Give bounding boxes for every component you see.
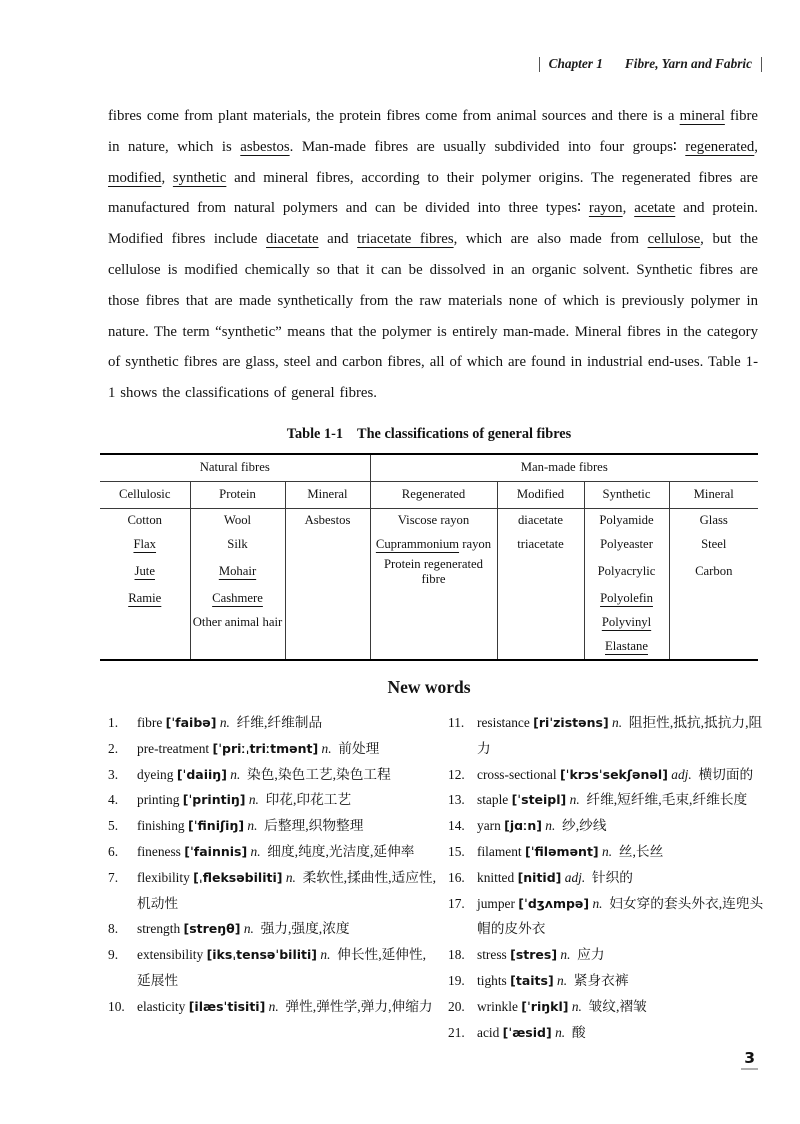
word-phonetic: [ˈfiləmənt]	[524, 843, 599, 859]
word-pos: n.	[602, 843, 613, 859]
underlined-term: Mohair	[218, 564, 257, 579]
word-pos: n.	[321, 740, 332, 756]
word-text	[477, 839, 770, 865]
word-text	[477, 968, 770, 994]
word-phonetic: [stres]	[510, 947, 558, 963]
text-run: Glass	[699, 513, 728, 528]
table-cell	[669, 611, 758, 635]
text-run: rayon	[459, 537, 492, 552]
word-pos: n.	[592, 895, 603, 911]
word-pos: n.	[250, 843, 261, 859]
word-phonetic: [ˈdaiiŋ]	[176, 766, 227, 782]
underlined-term: triacetate fibres	[357, 231, 454, 248]
word-pos: n.	[285, 869, 296, 885]
word-term: printing	[137, 792, 180, 808]
table-title	[100, 426, 758, 443]
word-number: 7.	[108, 869, 119, 885]
table-cell	[370, 533, 497, 557]
word-number: 17.	[448, 895, 465, 911]
text-run: Polyacrylic	[597, 564, 656, 579]
table-cell	[497, 587, 584, 611]
word-phonetic: [ˈæsid]	[502, 1024, 552, 1040]
word-pos: adj.	[671, 766, 692, 782]
table-cell	[100, 635, 190, 660]
underlined-term: Flax	[133, 537, 157, 552]
underlined-term: Polyvinyl	[601, 615, 652, 630]
word-term: acid	[477, 1024, 500, 1040]
word-entry	[448, 787, 770, 813]
word-meaning: 妇女穿的套头外衣,连兜头帽的皮外衣	[477, 895, 764, 937]
word-entry	[448, 710, 770, 762]
table-cell	[584, 635, 669, 660]
header-rule-right	[761, 57, 762, 72]
word-text	[137, 787, 438, 813]
underlined-term: acetate	[634, 200, 676, 217]
underlined-term: diacetate	[266, 231, 319, 248]
text-run: ,	[161, 169, 173, 186]
word-number: 12.	[448, 766, 465, 782]
word-term: finishing	[137, 818, 185, 834]
table-cell	[285, 635, 370, 660]
word-phonetic: [nitid]	[517, 869, 562, 885]
column-header-cell: Regenerated	[370, 481, 497, 508]
underlined-term: Polyolefin	[600, 591, 653, 606]
word-text	[137, 839, 438, 865]
word-phonetic: [ˈkrɔsˈsekʃənəl]	[559, 766, 668, 782]
word-phonetic: [taits]	[510, 972, 554, 988]
word-term: wrinkle	[477, 998, 518, 1014]
word-pos: n.	[248, 792, 259, 808]
word-number: 6.	[108, 843, 119, 859]
word-pos: n.	[571, 998, 582, 1014]
word-phonetic: [ˌfleksəbiliti]	[193, 869, 283, 885]
underlined-term: cellulose	[647, 231, 701, 248]
word-phonetic: [ˈfaibə]	[165, 714, 217, 730]
table-cell	[584, 611, 669, 635]
column-header-cell: Protein	[190, 481, 285, 508]
text-run: , but the cellulose is modified chemically so that it can be dissolved in an organic solvent. Synthetic fibres are those fibres that are made synthetically from the raw materials none of which is previously polymer in nature. The term “synthetic” means that the polymer is entirely man-made. Mineral fibres in the category of synthetic fibres are glass, steel and carbon fibres, all of which are found in industrial end-uses. Table 1-1 shows the classifications of general fibres.	[108, 231, 758, 402]
table-cell	[497, 508, 584, 533]
chapter-title: Fibre, Yarn and Fabric	[624, 56, 752, 71]
column-header-cell: Mineral	[669, 481, 758, 508]
text-run: ,	[622, 200, 635, 217]
word-text	[477, 813, 770, 839]
underlined-term: Ramie	[128, 591, 162, 606]
word-term: fibre	[137, 714, 163, 730]
word-number: 13.	[448, 792, 465, 808]
text-run: Polyamide	[599, 513, 654, 528]
word-phonetic: [ˈprintiŋ]	[182, 792, 246, 808]
table-cell	[497, 611, 584, 635]
table-row	[100, 587, 758, 611]
word-term: staple	[477, 792, 509, 808]
table-title-text: The classifications of general fibres	[357, 425, 572, 442]
fibre-classification-table	[100, 453, 758, 661]
body-paragraph	[108, 101, 758, 409]
word-meaning: 强力,强度,浓度	[260, 921, 350, 937]
column-header-cell: Synthetic	[584, 481, 669, 508]
table-row	[100, 508, 758, 533]
word-entry	[108, 813, 438, 839]
table-title-label: Table 1-1	[286, 425, 344, 442]
word-entry	[108, 865, 438, 917]
new-words-column-right	[448, 710, 770, 1045]
text-run: Other animal hair	[192, 615, 283, 630]
word-text	[477, 891, 770, 943]
word-meaning: 应力	[577, 947, 605, 963]
word-text	[137, 813, 438, 839]
word-phonetic: [streŋθ]	[183, 921, 241, 937]
underlined-term: asbestos	[240, 138, 290, 155]
word-entry	[108, 839, 438, 865]
word-entry	[108, 994, 438, 1020]
underlined-term: regenerated	[685, 138, 755, 155]
table-cell	[190, 557, 285, 587]
word-meaning: 染色,染色工艺,染色工程	[247, 766, 391, 782]
word-meaning: 针织的	[591, 869, 633, 885]
table-cell	[370, 557, 497, 587]
word-text	[137, 762, 438, 788]
text-run: Viscose rayon	[397, 513, 470, 528]
table-cell	[497, 557, 584, 587]
table-row	[100, 557, 758, 587]
text-run: Wool	[223, 513, 252, 528]
word-term: resistance	[477, 714, 530, 730]
text-run: and protein. Modified fibres include	[108, 200, 758, 248]
underlined-term: Cashmere	[212, 591, 263, 606]
word-term: tights	[477, 972, 507, 988]
word-entry	[448, 1020, 770, 1046]
word-number: 11.	[448, 714, 465, 730]
word-phonetic: [ˈsteipl]	[511, 792, 567, 808]
column-header-cell: Cellulosic	[100, 481, 190, 508]
word-text	[477, 787, 770, 813]
word-pos: n.	[560, 947, 571, 963]
word-number: 1.	[108, 714, 119, 730]
word-pos: n.	[612, 714, 623, 730]
word-term: cross-sectional	[477, 766, 557, 782]
word-entry	[108, 942, 438, 994]
new-words-column-left	[108, 710, 438, 1045]
underlined-term: modified	[108, 169, 162, 186]
underlined-term: Jute	[134, 564, 155, 579]
word-text	[137, 710, 438, 736]
table-cell	[584, 533, 669, 557]
table-cell	[100, 508, 190, 533]
word-number: 5.	[108, 818, 119, 834]
word-meaning: 酸	[571, 1024, 586, 1040]
word-number: 8.	[108, 921, 119, 937]
table-cell	[584, 508, 669, 533]
table-cell	[497, 635, 584, 660]
word-meaning: 紧身衣裤	[573, 972, 629, 988]
text-run: Protein regenerated fibre	[384, 556, 483, 586]
word-text	[477, 762, 770, 788]
word-entry	[448, 942, 770, 968]
word-number: 10.	[108, 998, 125, 1014]
word-number: 3.	[108, 766, 119, 782]
word-pos: n.	[569, 792, 580, 808]
table-body	[100, 508, 758, 660]
word-phonetic: [ilæsˈtisiti]	[188, 998, 266, 1014]
table-cell	[190, 533, 285, 557]
word-text	[137, 865, 438, 917]
text-run: . Man-made fibres are usually subdivided into four groups∶	[289, 138, 686, 155]
word-pos: n.	[320, 947, 331, 963]
word-phonetic: [ˈpriːˌtriːtmənt]	[212, 740, 319, 756]
word-number: 16.	[448, 869, 465, 885]
word-entry	[448, 891, 770, 943]
text-run: fibre in nature, which is	[108, 108, 758, 155]
word-pos: n.	[268, 998, 279, 1014]
text-run: , which are also made from	[453, 231, 648, 248]
word-term: knitted	[477, 869, 515, 885]
table-cell	[100, 587, 190, 611]
word-meaning: 纱,纱线	[562, 818, 607, 834]
table-cell	[669, 635, 758, 660]
text-run: Polyeaster	[600, 537, 653, 552]
underlined-term: Elastane	[605, 639, 648, 654]
table-row	[100, 611, 758, 635]
word-entry	[448, 968, 770, 994]
underlined-term: synthetic	[172, 169, 227, 186]
table-cell	[190, 587, 285, 611]
word-term: pre-treatment	[137, 740, 210, 756]
table-cell	[285, 508, 370, 533]
word-meaning: 纤维,短纤维,毛束,纤维长度	[586, 792, 748, 808]
group-header-cell: Natural fibres	[100, 454, 370, 482]
chapter-label: Chapter 1	[548, 56, 603, 71]
table-row	[100, 635, 758, 660]
word-phonetic: [ˈfainnis]	[184, 843, 248, 859]
word-meaning: 阻拒性,抵抗,抵抗力,阻力	[477, 714, 763, 756]
word-phonetic: [ˈdʒʌmpə]	[518, 895, 590, 911]
text-run: Carbon	[695, 564, 733, 579]
text-run: Silk	[227, 537, 248, 552]
word-pos: n.	[243, 921, 254, 937]
word-term: extensibility	[137, 947, 204, 963]
word-pos: n.	[555, 1024, 566, 1040]
word-number: 20.	[448, 998, 465, 1014]
word-phonetic: [ˈriŋkl]	[521, 998, 569, 1014]
page-number: 3	[741, 1049, 758, 1070]
underlined-term: Cuprammonium	[375, 537, 460, 552]
word-meaning: 后整理,织物整理	[264, 818, 364, 834]
text-run: fibres come from plant materials, the protein fibres come from animal sources and there is a	[108, 108, 680, 124]
underlined-term: mineral	[679, 108, 725, 124]
word-pos: n.	[545, 818, 556, 834]
table-cell	[669, 508, 758, 533]
word-meaning: 皱纹,褶皱	[588, 998, 647, 1014]
chapter-header	[0, 0, 762, 72]
word-phonetic: [riˈzistəns]	[533, 714, 609, 730]
word-entry	[448, 865, 770, 891]
word-pos: n.	[230, 766, 241, 782]
word-text	[477, 710, 770, 762]
word-meaning: 伸长性,延伸性,延展性	[137, 947, 427, 988]
word-phonetic: [iksˌtensəˈbiliti]	[206, 947, 318, 963]
table-cell	[190, 611, 285, 635]
word-term: filament	[477, 843, 522, 859]
table-cell	[285, 611, 370, 635]
table-cell	[669, 533, 758, 557]
underlined-term: rayon	[588, 200, 623, 217]
word-entry	[108, 787, 438, 813]
word-pos: n.	[247, 818, 258, 834]
text-run: diacetate	[517, 513, 564, 528]
word-pos: adj.	[564, 869, 586, 885]
word-number: 18.	[448, 947, 465, 963]
table-cell	[370, 635, 497, 660]
table-cell	[100, 533, 190, 557]
text-run: ,	[754, 138, 758, 155]
table-column-header-row	[100, 481, 758, 508]
word-term: dyeing	[137, 766, 174, 782]
word-entry	[448, 762, 770, 788]
word-meaning: 印花,印花工艺	[265, 792, 352, 808]
text-run: Cotton	[127, 513, 163, 528]
word-meaning: 纤维,纤维制品	[236, 714, 323, 730]
word-meaning: 细度,纯度,光洁度,延伸率	[267, 843, 415, 859]
word-entry	[108, 736, 438, 762]
word-meaning: 横切面的	[698, 766, 754, 782]
word-text	[477, 994, 770, 1020]
word-entry	[108, 710, 438, 736]
word-meaning: 柔软性,揉曲性,适应性,机动性	[137, 869, 437, 911]
word-term: fineness	[137, 843, 181, 859]
text-run: and	[318, 231, 358, 248]
word-text	[137, 994, 438, 1020]
text-run: triacetate	[517, 537, 564, 552]
word-number: 14.	[448, 818, 465, 834]
word-number: 2.	[108, 740, 119, 756]
table-row	[100, 533, 758, 557]
word-term: yarn	[477, 818, 501, 834]
word-phonetic: [ˈfiniʃiŋ]	[187, 818, 245, 834]
new-words-list	[108, 710, 770, 1045]
word-number: 4.	[108, 792, 119, 808]
word-entry	[108, 916, 438, 942]
word-number: 19.	[448, 972, 465, 988]
word-term: flexibility	[137, 869, 190, 885]
column-header-cell: Mineral	[285, 481, 370, 508]
word-text	[477, 865, 770, 891]
new-words-heading: New words	[387, 676, 471, 697]
group-header-cell: Man-made fibres	[370, 454, 758, 482]
table-cell	[285, 557, 370, 587]
word-number: 15.	[448, 843, 465, 859]
word-text	[477, 942, 770, 968]
word-entry	[448, 994, 770, 1020]
table-cell	[584, 587, 669, 611]
word-text	[137, 942, 438, 994]
word-text	[477, 1020, 770, 1046]
word-entry	[448, 839, 770, 865]
word-entry	[448, 813, 770, 839]
word-meaning: 弹性,弹性学,弹力,伸缩力	[285, 998, 433, 1014]
table-cell	[285, 533, 370, 557]
table-cell	[370, 508, 497, 533]
header-rule-left	[539, 57, 540, 72]
table-cell	[370, 611, 497, 635]
word-term: elasticity	[137, 998, 186, 1014]
table-cell	[190, 635, 285, 660]
word-text	[137, 916, 438, 942]
table-cell	[190, 508, 285, 533]
text-run: Asbestos	[304, 513, 351, 528]
word-text	[137, 736, 438, 762]
word-pos: n.	[557, 972, 568, 988]
word-number: 21.	[448, 1024, 465, 1040]
table-cell	[100, 557, 190, 587]
word-pos: n.	[219, 714, 230, 730]
table-cell	[669, 557, 758, 587]
word-phonetic: [jɑːn]	[504, 818, 542, 834]
table-cell	[497, 533, 584, 557]
word-term: stress	[477, 947, 507, 963]
word-term: strength	[137, 921, 181, 937]
table-cell	[669, 587, 758, 611]
table-cell	[584, 557, 669, 587]
table-cell	[285, 587, 370, 611]
table-cell	[100, 611, 190, 635]
word-number: 9.	[108, 947, 119, 963]
word-meaning: 前处理	[338, 740, 380, 756]
text-run: and mineral fibres, according to their polymer origins. The regenerated fibres are manufactured from natural polymers and can be divided into three types∶	[108, 169, 758, 217]
table-group-header-row	[100, 454, 758, 482]
word-entry	[108, 762, 438, 788]
word-meaning: 丝,长丝	[618, 843, 664, 859]
word-term: jumper	[477, 895, 515, 911]
column-header-cell: Modified	[497, 481, 584, 508]
table-cell	[370, 587, 497, 611]
text-run: Steel	[701, 537, 727, 552]
